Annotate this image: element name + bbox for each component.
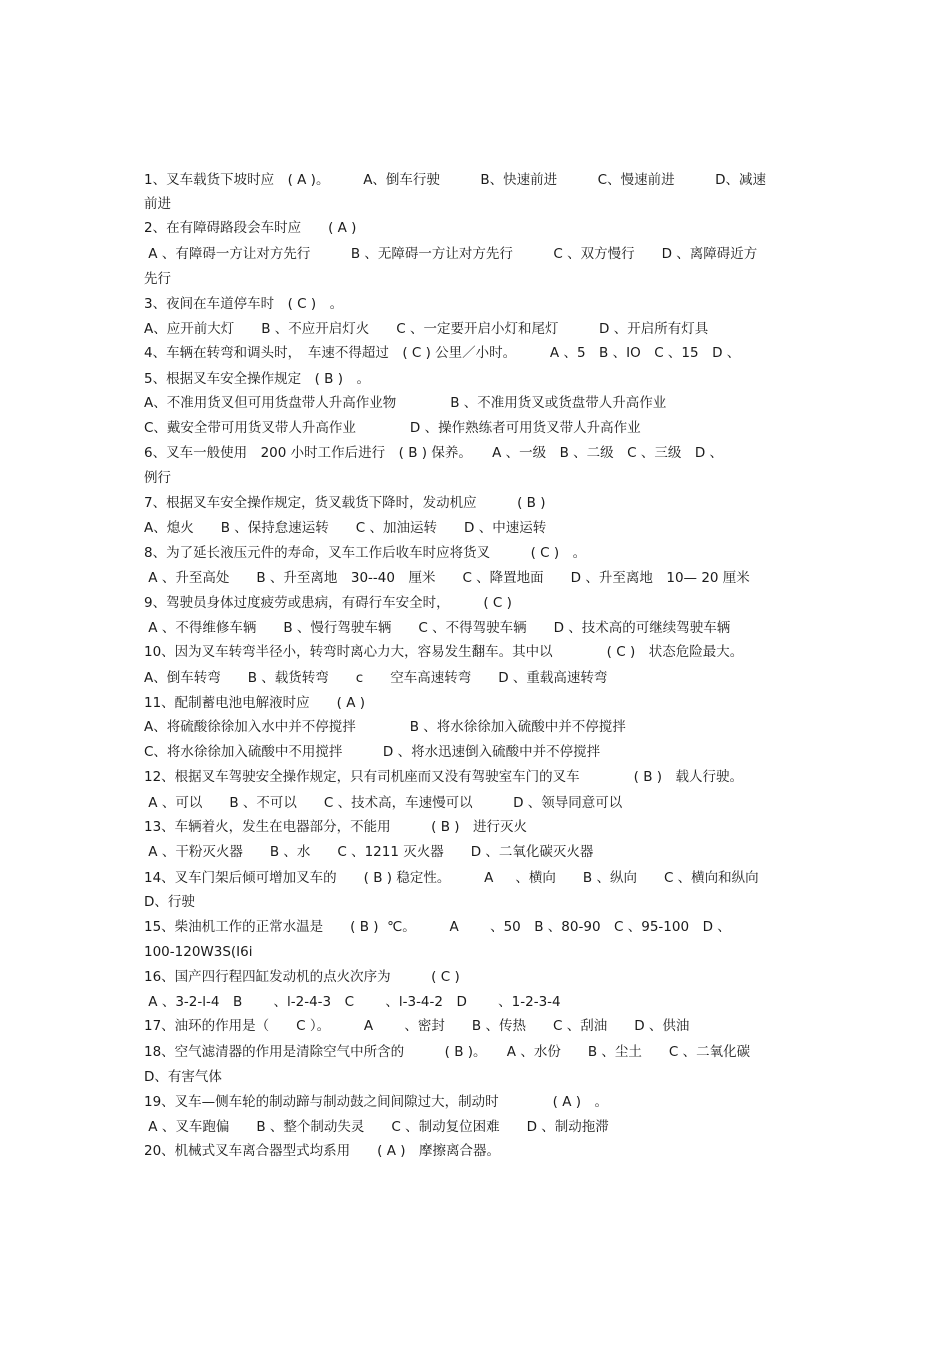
question-14-cont: D、行驶 bbox=[144, 894, 195, 910]
question-19-options: A 、叉车跑偏 B 、整个制动失灵 C 、制动复位困难 D 、制动拖滞 bbox=[144, 1119, 609, 1135]
question-5: 5、根据叉车安全操作规定 ( B ) 。 bbox=[144, 371, 370, 387]
question-6-cont: 例行 bbox=[144, 470, 171, 486]
question-17: 17、油环的作用是（ C ）。 A 、密封 B 、传热 C 、刮油 D 、供油 bbox=[144, 1018, 690, 1034]
question-8-options: A 、升至高处 B 、升至离地 30--40 厘米 C 、降置地面 D 、升至离地 10— 20 厘米 bbox=[144, 570, 750, 586]
question-7-options: A、熄火 B 、保持怠速运转 C 、加油运转 D 、中速运转 bbox=[144, 520, 547, 536]
question-5-options-ab: A、不准用货叉但可用货盘带人升高作业物 B 、不准用货叉或货盘带人升高作业 bbox=[144, 395, 667, 411]
question-11-options-cd: C、将水徐徐加入硫酸中不用搅拌 D 、将水迅速倒入硫酸中并不停搅拌 bbox=[144, 744, 601, 760]
question-2-options-cont: 先行 bbox=[144, 271, 171, 287]
question-12: 12、根据叉车驾驶安全操作规定，只有司机座而又没有驾驶室车门的叉车 ( B ) 载人行驶。 bbox=[144, 769, 744, 785]
question-10-options: A、倒车转弯 B 、载货转弯 c 空车高速转弯 D 、重载高速转弯 bbox=[144, 670, 608, 686]
question-1: 1、叉车载货下坡时应 ( A )。 A、倒车行驶 B、快速前进 C、慢速前进 D、减速 bbox=[144, 172, 767, 188]
question-2-options: A 、有障碍一方让对方先行 B 、无障碍一方让对方先行 C 、双方慢行 D 、离障碍近方 bbox=[144, 246, 758, 262]
question-19: 19、叉车—侧车轮的制动蹄与制动鼓之间间隙过大，制动时 ( A ) 。 bbox=[144, 1094, 609, 1110]
question-3-options: A、应开前大灯 B 、不应开启灯火 C 、一定要开启小灯和尾灯 D 、开启所有灯具 bbox=[144, 321, 709, 337]
question-7: 7、根据叉车安全操作规定，货叉载货下降时，发动机应 ( B ) bbox=[144, 495, 546, 511]
question-16-options: A 、3-2-l-4 B 、l-2-4-3 C 、l-3-4-2 D 、1-2-3-4 bbox=[144, 994, 561, 1010]
question-11: 11、配制蓄电池电解液时应 ( A ) bbox=[144, 695, 366, 711]
question-10: 10、因为叉车转弯半径小，转弯时离心力大，容易发生翻车。其中以 ( C ) 状态危险最大。 bbox=[144, 644, 744, 660]
question-2: 2、在有障碍路段会车时应 ( A ) bbox=[144, 220, 357, 236]
question-16: 16、国产四行程四缸发动机的点火次序为 ( C ) bbox=[144, 969, 460, 985]
question-14: 14、叉车门架后倾可增加叉车的 ( B ) 稳定性。 A 、横向 B 、纵向 C 、横向和纵向 bbox=[144, 870, 759, 886]
question-5-options-cd: C、戴安全带可用货叉带人升高作业 D 、操作熟练者可用货叉带人升高作业 bbox=[144, 420, 641, 436]
question-15: 15、柴油机工作的正常水温是 ( B ) ℃。 A 、50 B 、80-90 C 、95-100 D 、 bbox=[144, 919, 731, 935]
question-11-options-ab: A、将硫酸徐徐加入水中并不停搅拌 B 、将水徐徐加入硫酸中并不停搅拌 bbox=[144, 719, 626, 735]
question-1-cont: 前进 bbox=[144, 196, 171, 212]
question-13-options: A 、干粉灭火器 B 、水 C 、1211 灭火器 D 、二氧化碳灭火器 bbox=[144, 844, 594, 860]
question-6: 6、叉车一般使用 200 小时工作后进行 ( B ) 保养。 A 、一级 B 、二级 C 、三级 D 、 bbox=[144, 445, 724, 461]
question-9-options: A 、不得维修车辆 B 、慢行驾驶车辆 C 、不得驾驶车辆 D 、技术高的可继续驾驶车辆 bbox=[144, 620, 731, 636]
question-18-cont: D、有害气体 bbox=[144, 1069, 222, 1085]
question-18: 18、空气滤清器的作用是清除空气中所含的 ( B )。 A 、水份 B 、尘土 C 、二氧化碳 bbox=[144, 1044, 751, 1060]
question-4: 4、车辆在转弯和调头时， 车速不得超过 ( C ) 公里／小时。 A 、5 B 、IO C 、15 D 、 bbox=[144, 345, 741, 361]
question-13: 13、车辆着火，发生在电器部分，不能用 ( B ) 进行灭火 bbox=[144, 819, 528, 835]
question-3: 3、夜间在车道停车时 ( C ) 。 bbox=[144, 296, 344, 312]
question-20: 20、机械式叉车离合器型式均系用 ( A ) 摩擦离合器。 bbox=[144, 1143, 501, 1159]
question-12-options: A 、可以 B 、不可以 C 、技术高，车速慢可以 D 、领导同意可以 bbox=[144, 795, 623, 811]
question-15-cont: 100-120W3S(I6i bbox=[144, 944, 253, 960]
question-9: 9、驾驶员身体过度疲劳或患病，有碍行车安全时， ( C ) bbox=[144, 595, 512, 611]
question-8: 8、为了延长液压元件的寿命，叉车工作后收车时应将货叉 ( C ) 。 bbox=[144, 545, 587, 561]
